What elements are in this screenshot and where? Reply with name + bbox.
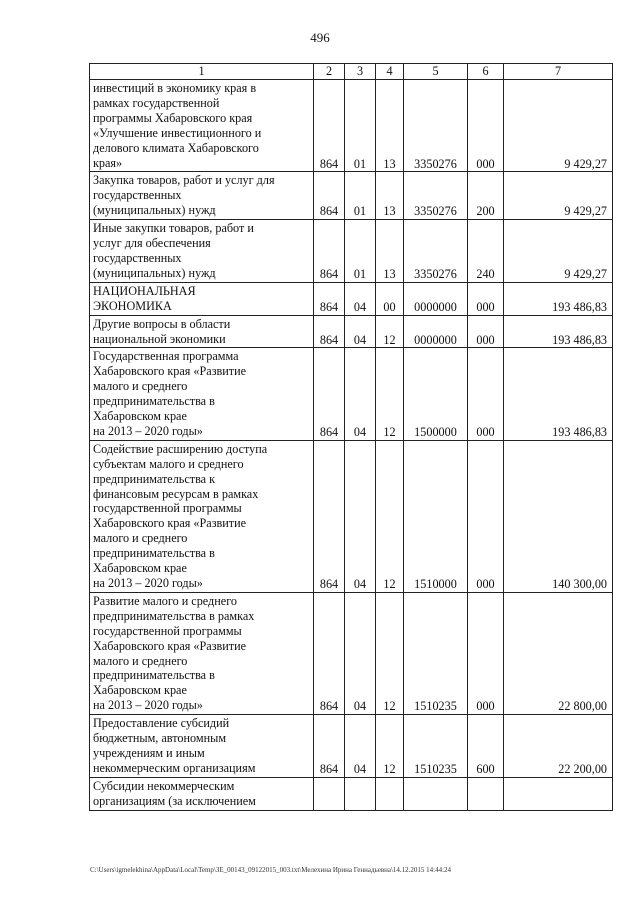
cell-code: 864 <box>314 315 345 348</box>
cell-amount: 193 486,83 <box>504 282 613 315</box>
table-row <box>90 172 613 220</box>
cell-section: 04 <box>345 315 376 348</box>
column-header: 6 <box>468 64 504 80</box>
cell-code: 864 <box>314 592 345 714</box>
row-name: Закупка товаров, работ и услуг для государственных (муниципальных) нужд <box>90 172 314 220</box>
cell-type: 600 <box>468 715 504 778</box>
cell-target: 1500000 <box>404 348 468 440</box>
column-header: 3 <box>345 64 376 80</box>
cell-amount: 9 429,27 <box>504 172 613 220</box>
cell-code: 864 <box>314 172 345 220</box>
cell-subsection: 13 <box>376 220 404 283</box>
cell-code: 864 <box>314 282 345 315</box>
cell-type: 000 <box>468 80 504 172</box>
cell-amount: 22 800,00 <box>504 592 613 714</box>
cell-amount: 22 200,00 <box>504 715 613 778</box>
cell-section: 01 <box>345 172 376 220</box>
cell-section: 04 <box>345 348 376 440</box>
cell-type: 000 <box>468 282 504 315</box>
cell-amount: 9 429,27 <box>504 80 613 172</box>
row-name: инвестиций в экономику края в рамках государственной программы Хабаровского края «Улучшение инвестиционного и делового климата Хабаровского края» <box>90 80 314 172</box>
table-row <box>90 315 613 348</box>
cell-type: 000 <box>468 315 504 348</box>
column-header: 7 <box>504 64 613 80</box>
cell-section: 04 <box>345 440 376 592</box>
cell-target: 0000000 <box>404 315 468 348</box>
cell-target <box>404 777 468 810</box>
cell-section: 04 <box>345 282 376 315</box>
cell-subsection <box>376 777 404 810</box>
cell-type <box>468 777 504 810</box>
cell-amount: 9 429,27 <box>504 220 613 283</box>
cell-section: 04 <box>345 592 376 714</box>
cell-amount: 193 486,83 <box>504 315 613 348</box>
cell-target: 1510235 <box>404 715 468 778</box>
cell-subsection: 12 <box>376 715 404 778</box>
table-row <box>90 348 613 440</box>
table-header-row <box>90 64 613 80</box>
cell-target: 3350276 <box>404 172 468 220</box>
cell-section: 01 <box>345 220 376 283</box>
cell-target: 3350276 <box>404 80 468 172</box>
column-header: 4 <box>376 64 404 80</box>
cell-code <box>314 777 345 810</box>
cell-type: 000 <box>468 440 504 592</box>
file-path-footer: C:\Users\igmelekhina\AppData\Local\Temp\ЗЕ_00143_09122015_003.txt\Мелехина Ирина Геннадьевна\14.12.2015 14:44:24 <box>90 866 452 874</box>
table-row <box>90 715 613 778</box>
cell-code: 864 <box>314 220 345 283</box>
cell-type: 000 <box>468 348 504 440</box>
row-name: НАЦИОНАЛЬНАЯ ЭКОНОМИКА <box>90 282 314 315</box>
table-row <box>90 592 613 714</box>
cell-subsection: 13 <box>376 172 404 220</box>
cell-section <box>345 777 376 810</box>
cell-type: 200 <box>468 172 504 220</box>
row-name: Развитие малого и среднего предпринимательства в рамках государственной программы Хабаровского края «Развитие малого и среднего предпринимательства в Хабаровском крае на 2013 – 2020 годы» <box>90 592 314 714</box>
cell-section: 01 <box>345 80 376 172</box>
cell-amount <box>504 777 613 810</box>
column-header: 2 <box>314 64 345 80</box>
cell-subsection: 12 <box>376 348 404 440</box>
budget-table <box>89 63 613 811</box>
cell-subsection: 00 <box>376 282 404 315</box>
table-row <box>90 80 613 172</box>
cell-subsection: 12 <box>376 315 404 348</box>
row-name: Предоставление субсидий бюджетным, автономным учреждениям и иным некоммерческим организациям <box>90 715 314 778</box>
cell-amount: 140 300,00 <box>504 440 613 592</box>
row-name: Государственная программа Хабаровского края «Развитие малого и среднего предпринимательства в Хабаровском крае на 2013 – 2020 годы» <box>90 348 314 440</box>
table-row <box>90 220 613 283</box>
cell-subsection: 12 <box>376 440 404 592</box>
row-name: Субсидии некоммерческим организациям (за исключением <box>90 777 314 810</box>
column-header: 1 <box>90 64 314 80</box>
cell-section: 04 <box>345 715 376 778</box>
cell-subsection: 12 <box>376 592 404 714</box>
row-name: Иные закупки товаров, работ и услуг для обеспечения государственных (муниципальных) нужд <box>90 220 314 283</box>
cell-subsection: 13 <box>376 80 404 172</box>
cell-code: 864 <box>314 80 345 172</box>
page-number: 496 <box>310 30 330 45</box>
table-row <box>90 440 613 592</box>
cell-target: 1510000 <box>404 440 468 592</box>
cell-target: 3350276 <box>404 220 468 283</box>
table-row <box>90 282 613 315</box>
cell-target: 0000000 <box>404 282 468 315</box>
cell-code: 864 <box>314 715 345 778</box>
cell-type: 000 <box>468 592 504 714</box>
row-name: Содействие расширению доступа субъектам малого и среднего предпринимательства к финансовым ресурсам в рамках государственной программы Хабаровского края «Развитие малого и среднего предпринимательства в Хабаровском крае на 2013 – 2020 годы» <box>90 440 314 592</box>
cell-code: 864 <box>314 348 345 440</box>
table-row <box>90 777 613 810</box>
cell-target: 1510235 <box>404 592 468 714</box>
cell-type: 240 <box>468 220 504 283</box>
row-name: Другие вопросы в области национальной экономики <box>90 315 314 348</box>
cell-amount: 193 486,83 <box>504 348 613 440</box>
column-header: 5 <box>404 64 468 80</box>
cell-code: 864 <box>314 440 345 592</box>
